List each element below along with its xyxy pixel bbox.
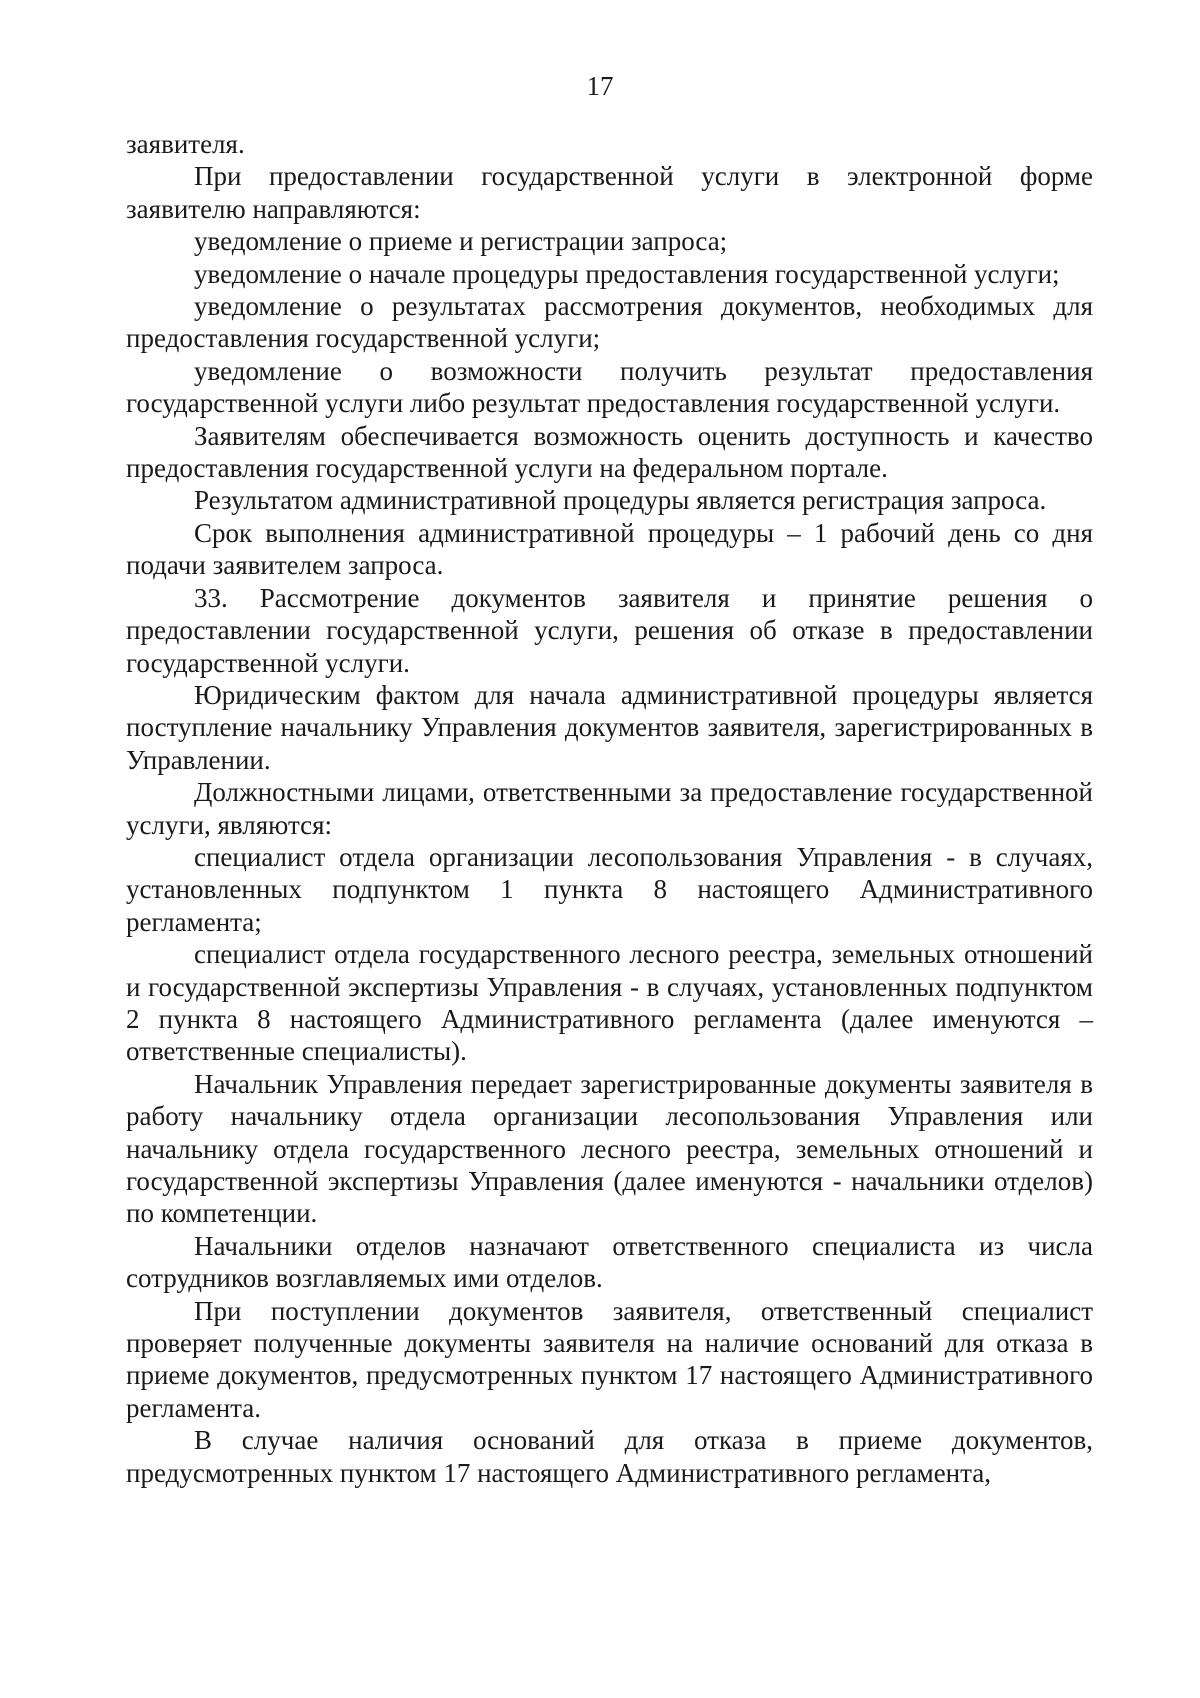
paragraph: При поступлении документов заявителя, ответственный специалист проверяет полученные документы заявителя на наличие оснований для отказа в приеме документов, предусмотренных пунктом 17 настоящего Административного регламента. <box>126 1295 1093 1423</box>
paragraph: Начальники отделов назначают ответственного специалиста из числа сотрудников возглавляемых ими отделов. <box>126 1230 1093 1294</box>
paragraph: уведомление о начале процедуры предоставления государственной услуги; <box>194 258 1060 289</box>
paragraph: Начальник Управления передает зарегистрированные документы заявителя в работу начальнику отдела организации лесопользования Управления или начальнику отдела государственного лесного реестра, земельных отношений и государственной экспертизы Управления (далее именуются - начальники отделов) по компетенции. <box>126 1068 1093 1229</box>
paragraph: В случае наличия оснований для отказа в приеме документов, предусмотренных пунктом 17 настоящего Административного регламента, <box>126 1425 1093 1488</box>
paragraph: Срок выполнения административной процедуры – 1 рабочий день со дня подачи заявителем запроса. <box>126 517 1093 581</box>
paragraph: уведомление о приеме и регистрации запроса; <box>194 226 728 257</box>
paragraph: Юридическим фактом для начала административной процедуры является поступление начальнику Управления документов заявителя, зарегистрированных в Управлении. <box>126 679 1093 775</box>
paragraph: специалист отдела организации лесопользования Управления - в случаях, установленных подпунктом 1 пункта 8 настоящего Административного регламента; <box>126 841 1093 937</box>
paragraph: При предоставлении государственной услуги в электронной форме заявителю направляются: <box>126 161 1093 224</box>
paragraph: Должностными лицами, ответственными за предоставление государственной услуги, являются: <box>126 777 1093 840</box>
paragraph: Заявителям обеспечивается возможность оценить доступность и качество предоставления государственной услуги на федеральном портале. <box>126 420 1093 484</box>
paragraph: Результатом административной процедуры является регистрация запроса. <box>194 485 1047 516</box>
document-body <box>126 128 1093 1489</box>
page-number: 17 <box>586 71 614 101</box>
paragraph: уведомление о результатах рассмотрения документов, необходимых для предоставления государственной услуги; <box>126 291 1093 354</box>
paragraph: заявителя. <box>126 129 245 159</box>
paragraph: специалист отдела государственного лесного реестра, земельных отношений и государственной экспертизы Управления - в случаях, установленных подпунктом 2 пункта 8 настоящего Административного регламента (далее именуются – ответственные специалисты). <box>126 939 1093 1067</box>
paragraph: 33. Рассмотрение документов заявителя и принятие решения о предоставлении государственной услуги, решения об отказе в предоставлении государственной услуги. <box>126 582 1093 678</box>
paragraph: уведомление о возможности получить результат предоставления государственной услуги либо результат предоставления государственной услуги. <box>126 355 1093 419</box>
